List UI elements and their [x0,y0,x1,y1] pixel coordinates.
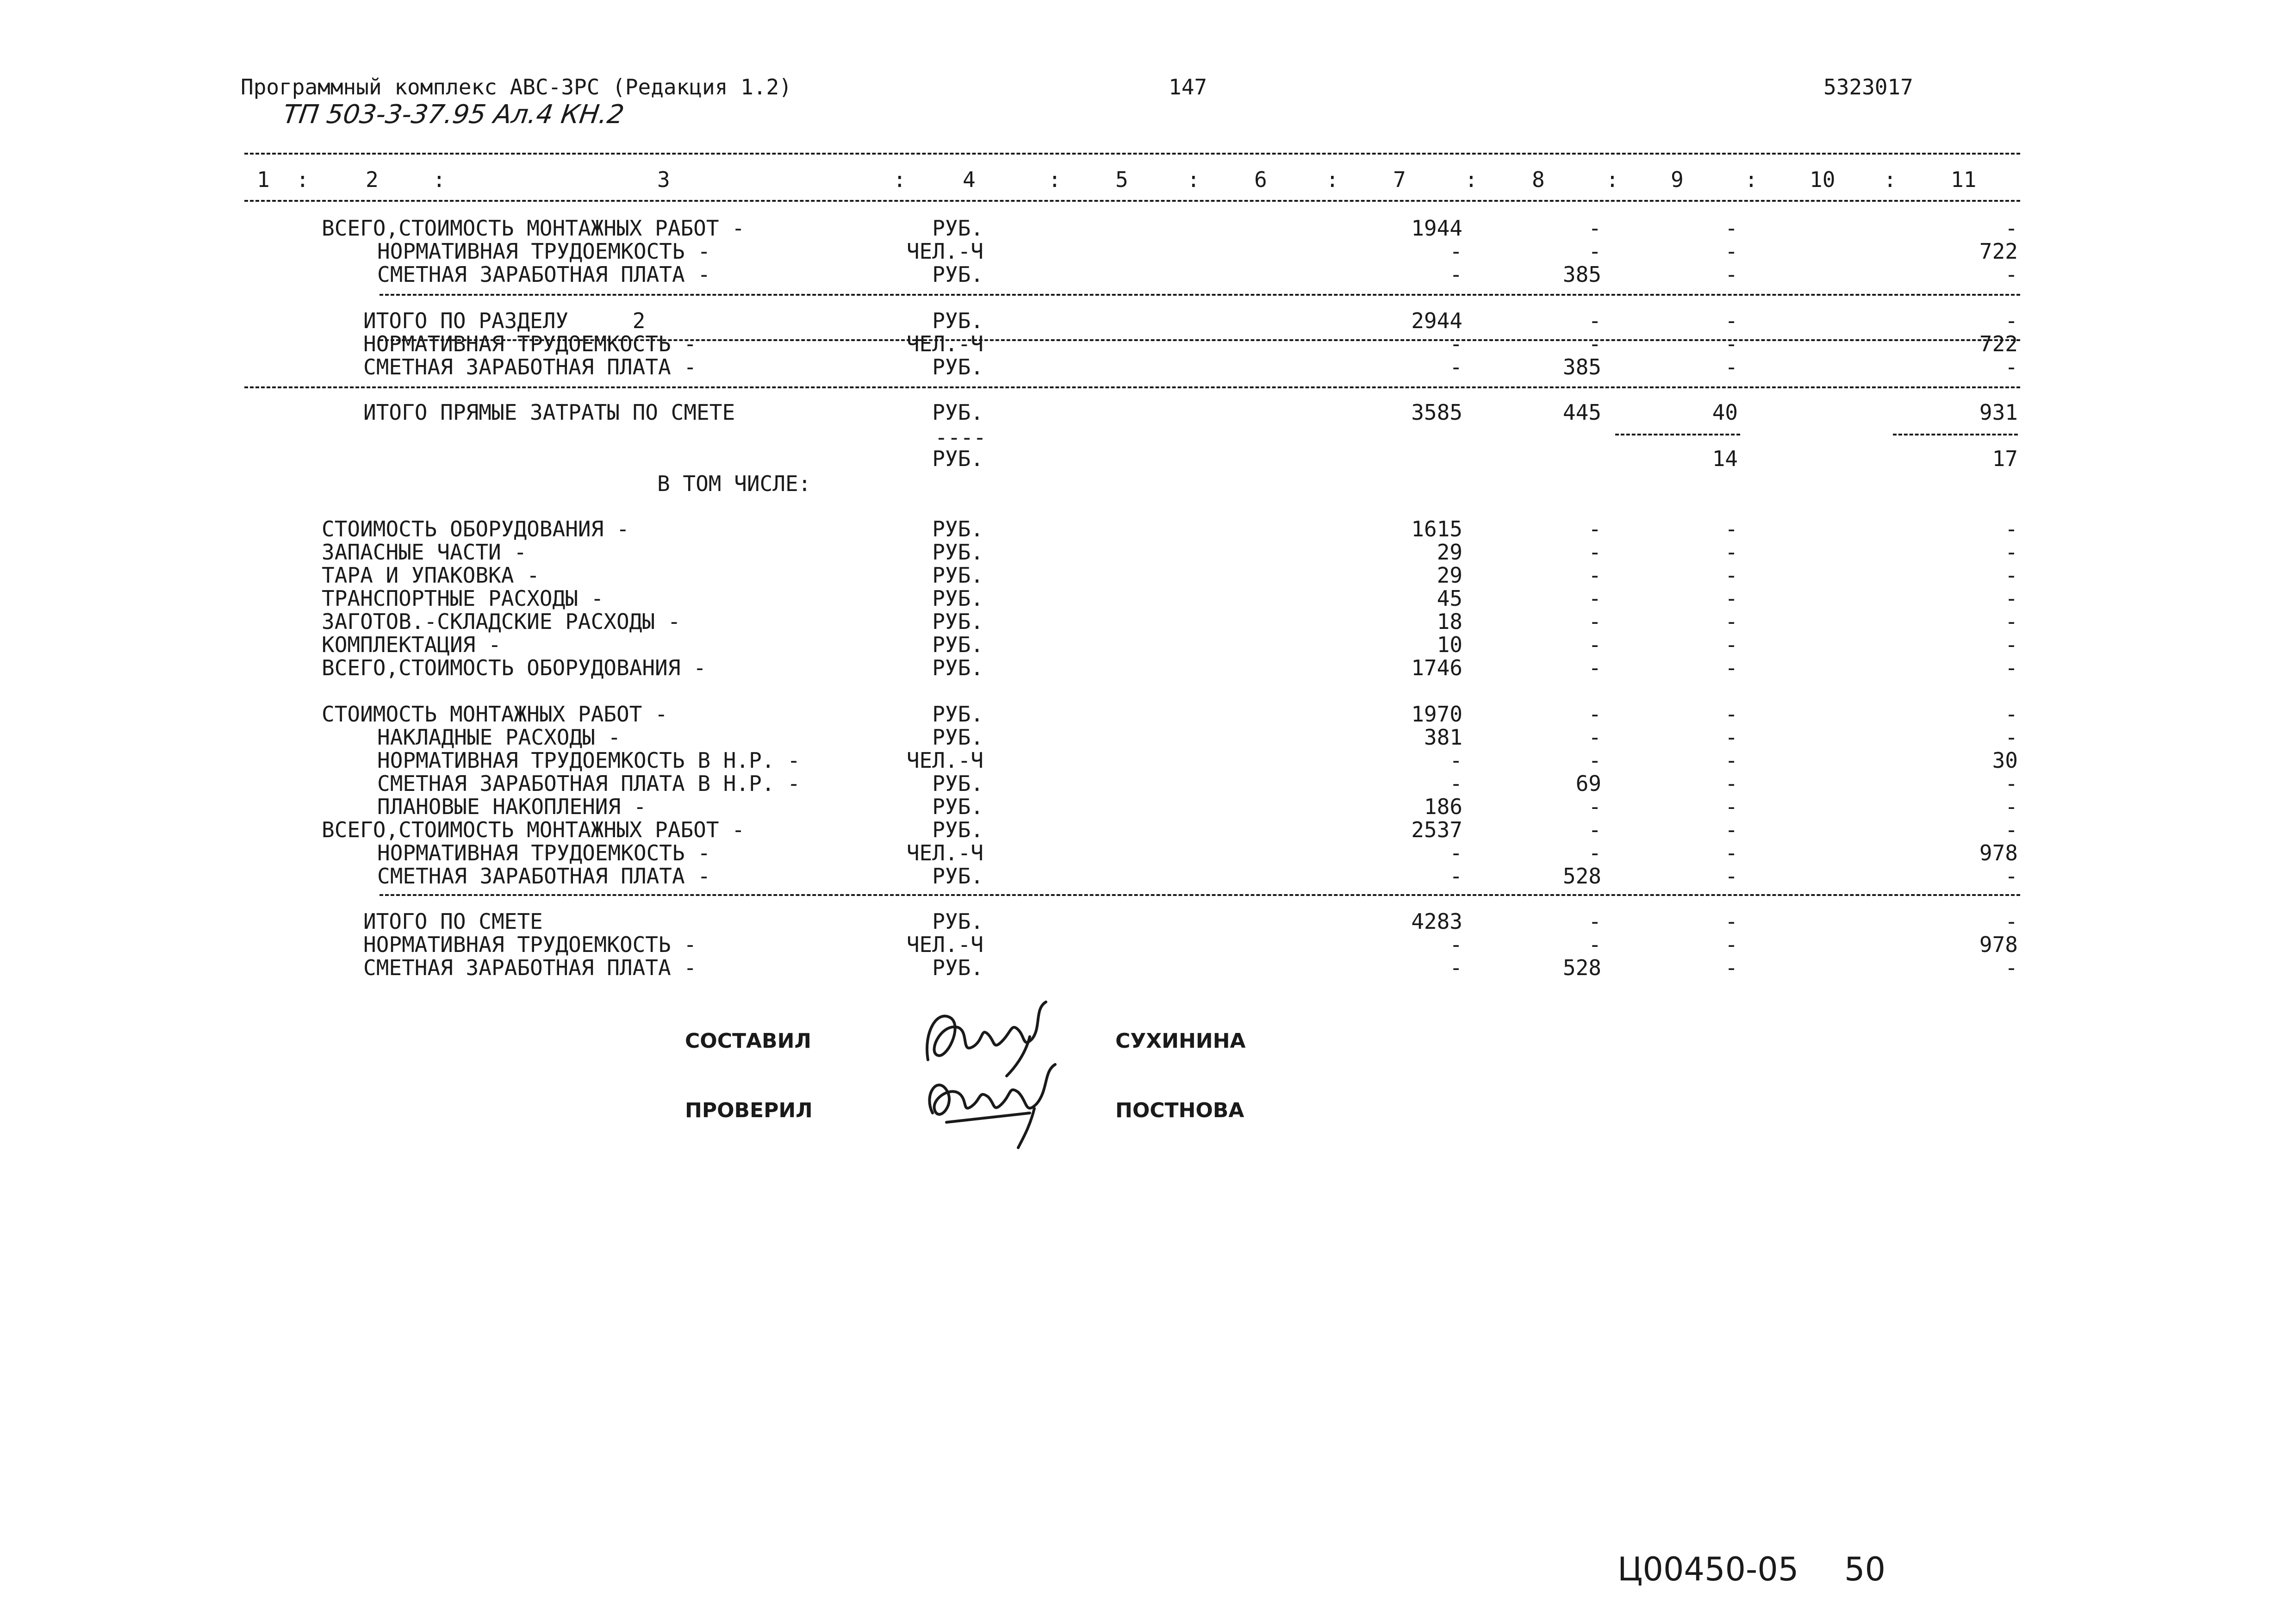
row-col7: - [1450,932,1462,957]
row-col7: - [1450,840,1462,865]
row-col11: - [2005,655,2018,680]
row-col11: - [2005,586,2018,611]
row-col9: - [1725,840,1738,865]
col-sep: : [1187,167,1200,192]
row-col9: - [1725,864,1738,889]
col-sep: : [433,167,446,192]
row-unit: РУБ. [932,632,983,657]
row-col9: 14 [1712,446,1738,471]
row-unit: РУБ. [932,216,983,241]
section-rule [380,294,2020,296]
row-unit: РУБ. [932,817,983,842]
row-col11: - [2005,262,2018,287]
col-8: 8 [1532,167,1545,192]
handwritten-reference: ТП 503-3-37.95 Ал.4 КН.2 [281,99,626,130]
row-col7: 1944 [1411,216,1462,241]
row-col9: - [1725,909,1738,934]
row-col11: - [2005,609,2018,634]
row-col8: 385 [1562,262,1601,287]
row-unit: ЧЕЛ.-Ч [906,840,983,865]
compiled-label: СОСТАВИЛ [685,1029,811,1053]
row-col8: - [1588,817,1601,842]
row-unit: РУБ. [932,794,983,819]
col-sep: : [1465,167,1478,192]
checked-name: ПОСТНОВА [1115,1099,1244,1122]
row-label: ВСЕГО,СТОИМОСТЬ ОБОРУДОВАНИЯ - [322,655,706,680]
row-col11: - [2005,955,2018,980]
row-col8: - [1588,516,1601,541]
row-label: НОРМАТИВНАЯ ТРУДОЕМКОСТЬ - [377,239,711,264]
row-col7: - [1450,262,1462,287]
row-col8: - [1588,909,1601,934]
row-unit: ЧЕЛ.-Ч [906,748,983,773]
col-11: 11 [1951,167,1977,192]
row-col11: - [2005,725,2018,750]
row-col9: - [1725,817,1738,842]
row-label: СМЕТНАЯ ЗАРАБОТНАЯ ПЛАТА - [377,262,711,287]
row-unit: РУБ. [932,308,983,333]
signature-checked [919,1057,1067,1150]
row-col9: - [1725,794,1738,819]
row-col11: - [2005,864,2018,889]
col-6: 6 [1254,167,1267,192]
col-sep: : [1884,167,1897,192]
compiled-name: СУХИНИНА [1115,1029,1246,1053]
row-col7: 1970 [1411,702,1462,727]
col-sep: : [1048,167,1061,192]
row-col8: - [1588,540,1601,565]
row-unit: РУБ. [932,655,983,680]
row-unit: РУБ. [932,446,983,471]
row-col7: 381 [1424,725,1462,750]
header-rule-top [244,153,2020,155]
row-col11: - [2005,516,2018,541]
row-col8: - [1588,308,1601,333]
row-col7: 18 [1437,609,1462,634]
row-label: ИТОГО ПО РАЗДЕЛУ 2 [363,308,646,333]
col-1: 1 [257,167,270,192]
row-col11: - [2005,909,2018,934]
row-col9: - [1725,771,1738,796]
row-col9: - [1725,702,1738,727]
row-col7: 2537 [1411,817,1462,842]
row-col7: 1615 [1411,516,1462,541]
row-col11: - [2005,771,2018,796]
row-col11: - [2005,817,2018,842]
col-7: 7 [1393,167,1406,192]
row-col9: - [1725,632,1738,657]
row-col9: 40 [1712,400,1738,425]
sheet-number: 50 [1844,1550,1886,1588]
row-col9: - [1725,331,1738,356]
row-unit: РУБ. [932,725,983,750]
row-col7: 186 [1424,794,1462,819]
document-code: 5323017 [1823,75,1913,99]
row-col7: 29 [1437,540,1462,565]
row-col9: - [1725,586,1738,611]
in-total-heading: В ТОМ ЧИСЛЕ: [657,471,811,496]
row-label: НОРМАТИВНАЯ ТРУДОЕМКОСТЬ В Н.Р. - [377,748,800,773]
checked-label: ПРОВЕРИЛ [685,1099,813,1122]
row-unit: РУБ. [932,909,983,934]
col-3: 3 [657,167,670,192]
row-col11: 17 [1992,446,2018,471]
row-col11: 722 [1979,239,2018,264]
row-col9: - [1725,308,1738,333]
section-rule [380,894,2020,896]
subtotal-rule-col9 [1615,434,1740,435]
row-col7: 1746 [1411,655,1462,680]
row-unit: РУБ. [932,771,983,796]
row-col11: - [2005,632,2018,657]
section-rule [244,386,2020,388]
row-col7: - [1450,864,1462,889]
stamp-code: Ц00450-05 [1618,1550,1799,1588]
row-label: ПЛАНОВЫЕ НАКОПЛЕНИЯ - [377,794,647,819]
row-col9: - [1725,609,1738,634]
col-4: 4 [963,167,976,192]
row-col7: 29 [1437,563,1462,588]
row-label: СМЕТНАЯ ЗАРАБОТНАЯ ПЛАТА - [377,864,711,889]
row-unit: РУБ. [932,586,983,611]
row-col9: - [1725,932,1738,957]
row-col9: - [1725,216,1738,241]
row-label: НОРМАТИВНАЯ ТРУДОЕМКОСТЬ - [363,331,697,356]
col-sep: : [1745,167,1758,192]
row-unit: РУБ. [932,702,983,727]
row-label: ВСЕГО,СТОИМОСТЬ МОНТАЖНЫХ РАБОТ - [322,817,745,842]
row-unit: ЧЕЛ.-Ч [906,932,983,957]
col-9: 9 [1671,167,1684,192]
row-label: ТРАНСПОРТНЫЕ РАСХОДЫ - [322,586,604,611]
row-col11: - [2005,354,2018,379]
row-col8: - [1588,655,1601,680]
row-col9: - [1725,655,1738,680]
row-col8: 528 [1562,955,1601,980]
row-unit: РУБ. [932,516,983,541]
row-unit: РУБ. [932,400,983,425]
row-col9: - [1725,354,1738,379]
row-col8: - [1588,609,1601,634]
row-col8: - [1588,331,1601,356]
col-2: 2 [366,167,379,192]
row-col11: - [2005,702,2018,727]
row-col11: - [2005,540,2018,565]
row-col7: 10 [1437,632,1462,657]
row-col8: - [1588,748,1601,773]
col-5: 5 [1115,167,1128,192]
row-label: ЗАПАСНЫЕ ЧАСТИ - [322,540,527,565]
row-col8: - [1588,563,1601,588]
row-col11: 722 [1979,331,2018,356]
row-col8: 385 [1562,354,1601,379]
col-sep: : [296,167,309,192]
row-col9: - [1725,748,1738,773]
row-label: СМЕТНАЯ ЗАРАБОТНАЯ ПЛАТА - [363,955,697,980]
row-col7: 3585 [1411,400,1462,425]
col-sep: : [893,167,906,192]
subtotal-rule-col11 [1893,434,2018,435]
col-sep: : [1606,167,1619,192]
row-label: НОРМАТИВНАЯ ТРУДОЕМКОСТЬ - [377,840,711,865]
row-label: СТОИМОСТЬ МОНТАЖНЫХ РАБОТ - [322,702,668,727]
row-col11: - [2005,308,2018,333]
row-col8: - [1588,725,1601,750]
row-label: ИТОГО ПО СМЕТЕ [363,909,543,934]
row-col11: - [2005,794,2018,819]
row-col11: 978 [1979,840,2018,865]
row-label: СТОИМОСТЬ ОБОРУДОВАНИЯ - [322,516,629,541]
col-sep: : [1326,167,1339,192]
row-col8: - [1588,216,1601,241]
row-col9: - [1725,516,1738,541]
row-col11: 30 [1992,748,2018,773]
row-unit: РУБ. [932,540,983,565]
row-col7: - [1450,955,1462,980]
row-unit: РУБ. [932,563,983,588]
row-unit: РУБ. [932,864,983,889]
row-col9: - [1725,540,1738,565]
row-label: ЗАГОТОВ.-СКЛАДСКИЕ РАСХОДЫ - [322,609,681,634]
row-unit: РУБ. [932,609,983,634]
row-col8: - [1588,702,1601,727]
row-col8: - [1588,932,1601,957]
row-label: НАКЛАДНЫЕ РАСХОДЫ - [377,725,621,750]
row-unit: ЧЕЛ.-Ч [906,239,983,264]
row-label: ВСЕГО,СТОИМОСТЬ МОНТАЖНЫХ РАБОТ - [322,216,745,241]
row-col8: - [1588,840,1601,865]
row-label: НОРМАТИВНАЯ ТРУДОЕМКОСТЬ - [363,932,697,957]
row-unit: РУБ. [932,955,983,980]
row-unit: РУБ. [932,262,983,287]
row-unit: РУБ. [932,354,983,379]
row-col8: - [1588,794,1601,819]
row-col11: - [2005,216,2018,241]
page-number: 147 [1169,75,1207,99]
row-col7: 4283 [1411,909,1462,934]
row-label: СМЕТНАЯ ЗАРАБОТНАЯ ПЛАТА - [363,354,697,379]
row-col7: 2944 [1411,308,1462,333]
header-rule-bottom [244,200,2020,202]
row-col11: 978 [1979,932,2018,957]
row-col8: 528 [1562,864,1601,889]
row-unit: ЧЕЛ.-Ч [906,331,983,356]
row-col7: 45 [1437,586,1462,611]
row-label: ИТОГО ПРЯМЫЕ ЗАТРАТЫ ПО СМЕТЕ [363,400,735,425]
row-col7: - [1450,354,1462,379]
row-col11: - [2005,563,2018,588]
row-label: ТАРА И УПАКОВКА - [322,563,540,588]
row-col8: - [1588,586,1601,611]
row-col7: - [1450,239,1462,264]
row-col8: - [1588,239,1601,264]
row-label: СМЕТНАЯ ЗАРАБОТНАЯ ПЛАТА В Н.Р. - [377,771,800,796]
row-col9: - [1725,239,1738,264]
row-col8: - [1588,632,1601,657]
row-col8: 69 [1575,771,1601,796]
col-10: 10 [1810,167,1836,192]
unit-dashes: ---- [935,425,986,450]
row-col9: - [1725,262,1738,287]
row-col9: - [1725,725,1738,750]
row-col11: 931 [1979,400,2018,425]
row-col7: - [1450,771,1462,796]
row-col9: - [1725,955,1738,980]
row-col7: - [1450,748,1462,773]
row-col7: - [1450,331,1462,356]
program-title: Программный комплекс АВС-3РС (Редакция 1.2) [241,75,792,99]
row-col9: - [1725,563,1738,588]
row-label: КОМПЛЕКТАЦИЯ - [322,632,501,657]
row-col8: 445 [1562,400,1601,425]
